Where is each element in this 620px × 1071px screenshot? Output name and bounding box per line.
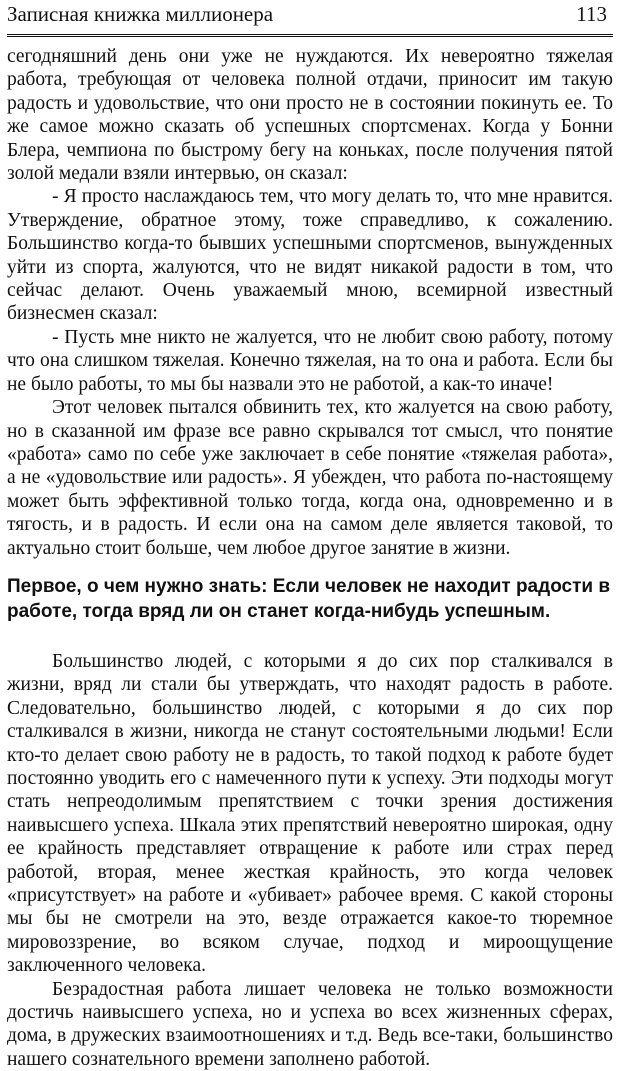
running-title: Записная книжка миллионера: [7, 2, 274, 26]
section-heading: Первое, о чем нужно знать: Если человек не находит радости в работе, тогда вряд ли он станет когда-нибудь успешным.: [7, 575, 611, 622]
running-header: [7, 0, 613, 26]
body-text: [7, 45, 613, 1071]
page-number: 113: [576, 2, 607, 26]
paragraph-continuation: сегодняшний день они уже не нуждаются. Их невероятно тяжелая работа, требующая от человека полной отдачи, приносит им такую радость и удовольствие, что они просто не в состоянии покинуть ее. То же самое можно сказать об успешных спортсменах. Когда у Бонни Блера, чемпиона по быстрому бегу на коньках, после получения пятой золой медали взяли интервью, он сказал:: [7, 46, 613, 185]
header-double-rule: [7, 34, 613, 37]
paragraph-joyless-work: Безрадостная работа лишает человека не только возможности достичь наивысшего успеха, но и успеха во всех жизненных сферах, дома, в дружеских взаимоотношениях и т.д. Ведь все-таки, большинство нашего сознательного времени заполнено работой.: [7, 978, 613, 1070]
paragraph-commentary: Этот человек пытался обвинить тех, кто жалуется на свою работу, но в сказанной им фразе все равно скрывался тот смысл, что понятие «работа» само по себе уже заключает в себе понятие «тяжелая работа», а не «удовольствие или радость». Я убежден, что работа по-настоящему может быть эффективной только тогда, когда она, одновременно и в тягость, и в радость. И если она на самом деле является таковой, то актуально стоит больше, чем любое другое занятие в жизни.: [7, 397, 613, 559]
paragraph-most-people: Большинство людей, с которыми я до сих пор сталкивался в жизни, вряд ли стали бы утверждать, что находят радость в работе. Следовательно, большинство людей, с которыми я до сих пор сталкивался в жизни, никогда не станут состоятельными людьми! Если кто-то делает свою работу не в радость, то такой подход к работе будет постоянно уводить его с намеченного пути к успеху. Эти подходы могут стать непреодолимым препятствием с точки зрения достижения наивысшего успеха. Шкала этих препятствий невероятно широкая, одну ее крайность представляет отвращение к работе или страх перед работой, вторая, менее жесткая крайность, это когда человек «присутствует» на работе и «убивает» рабочее время. С какой стороны мы бы не смотрели на это, везде отражается какое-то тюремное мировоззрение, во всяком случае, подход и мироощущение заключенного человека.: [7, 650, 613, 977]
paragraph-quote-skater: - Я просто наслаждаюсь тем, что могу делать то, что мне нравится. Утверждение, обратное этому, тоже справедливо, к сожалению. Большинство когда-то бывших успешными спортсменов, вынужденных уйти из спорта, жалуются, что не видят никакой радости в том, что сейчас делают. Очень уважаемый мною, всемирной известный бизнесмен сказал:: [7, 186, 613, 325]
paragraph-quote-businessman: - Пусть мне никто не жалуется, что не любит свою работу, потому что она слишком тяжелая. Конечно тяжелая, на то она и работа. Если бы не было работы, то мы бы назвали это не работой, а как-то иначе!: [7, 326, 613, 395]
